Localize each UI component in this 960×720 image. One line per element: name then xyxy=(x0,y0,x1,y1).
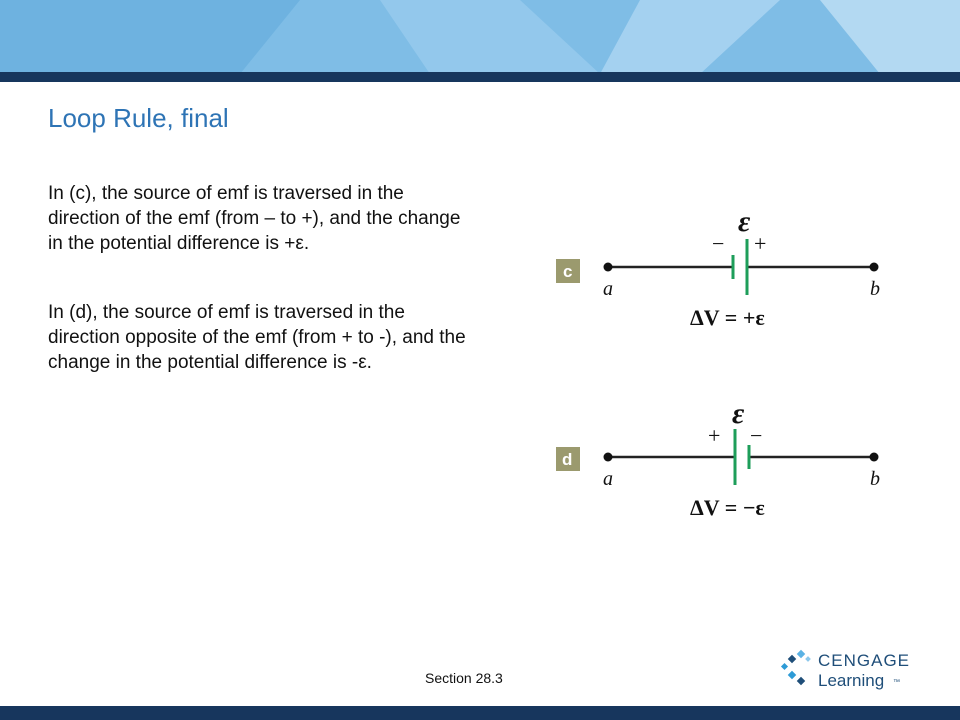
paragraph-d: In (d), the source of emf is traversed in the direction opposite of the emf (from + to -), and the change in the potential difference is -ε. xyxy=(48,302,466,373)
node-b-d xyxy=(870,453,879,462)
logo-word-cengage: CENGAGE xyxy=(818,651,911,670)
badge-c-label: c xyxy=(563,262,573,281)
panel-d xyxy=(556,397,880,520)
cengage-logo xyxy=(780,648,930,692)
node-a-d xyxy=(604,453,613,462)
logo-trademark: ™ xyxy=(893,679,900,686)
emf-label-c: ε xyxy=(738,205,751,238)
section-footer: Section 28.3 xyxy=(425,670,503,686)
slide-title: Loop Rule, final xyxy=(48,103,229,133)
top-banner xyxy=(0,0,960,74)
equation-d: ΔV = −ε xyxy=(690,495,765,520)
top-band xyxy=(0,72,960,82)
sign-left-d: + xyxy=(708,423,721,448)
sign-right-d: − xyxy=(750,423,763,448)
bottom-band xyxy=(0,706,960,720)
paragraph-c: In (c), the source of emf is traversed in the direction of the emf (from – to +), and the change in the potential difference is +ε. xyxy=(48,183,461,254)
emf-traversal-figure xyxy=(540,195,900,535)
panel-c xyxy=(556,205,880,330)
equation-c: ΔV = +ε xyxy=(690,305,765,330)
sign-left-c: − xyxy=(712,231,725,256)
badge-d-label: d xyxy=(562,450,573,469)
emf-label-d: ε xyxy=(732,397,745,430)
cengage-mark-icon xyxy=(781,650,811,685)
node-a-c xyxy=(604,263,613,272)
sign-right-c: + xyxy=(754,231,767,256)
node-b-c xyxy=(870,263,879,272)
logo-word-learning: Learning xyxy=(818,671,885,690)
point-a-d: a xyxy=(603,468,613,490)
point-a-c: a xyxy=(603,278,613,300)
point-b-c: b xyxy=(870,278,880,300)
point-b-d: b xyxy=(870,468,880,490)
